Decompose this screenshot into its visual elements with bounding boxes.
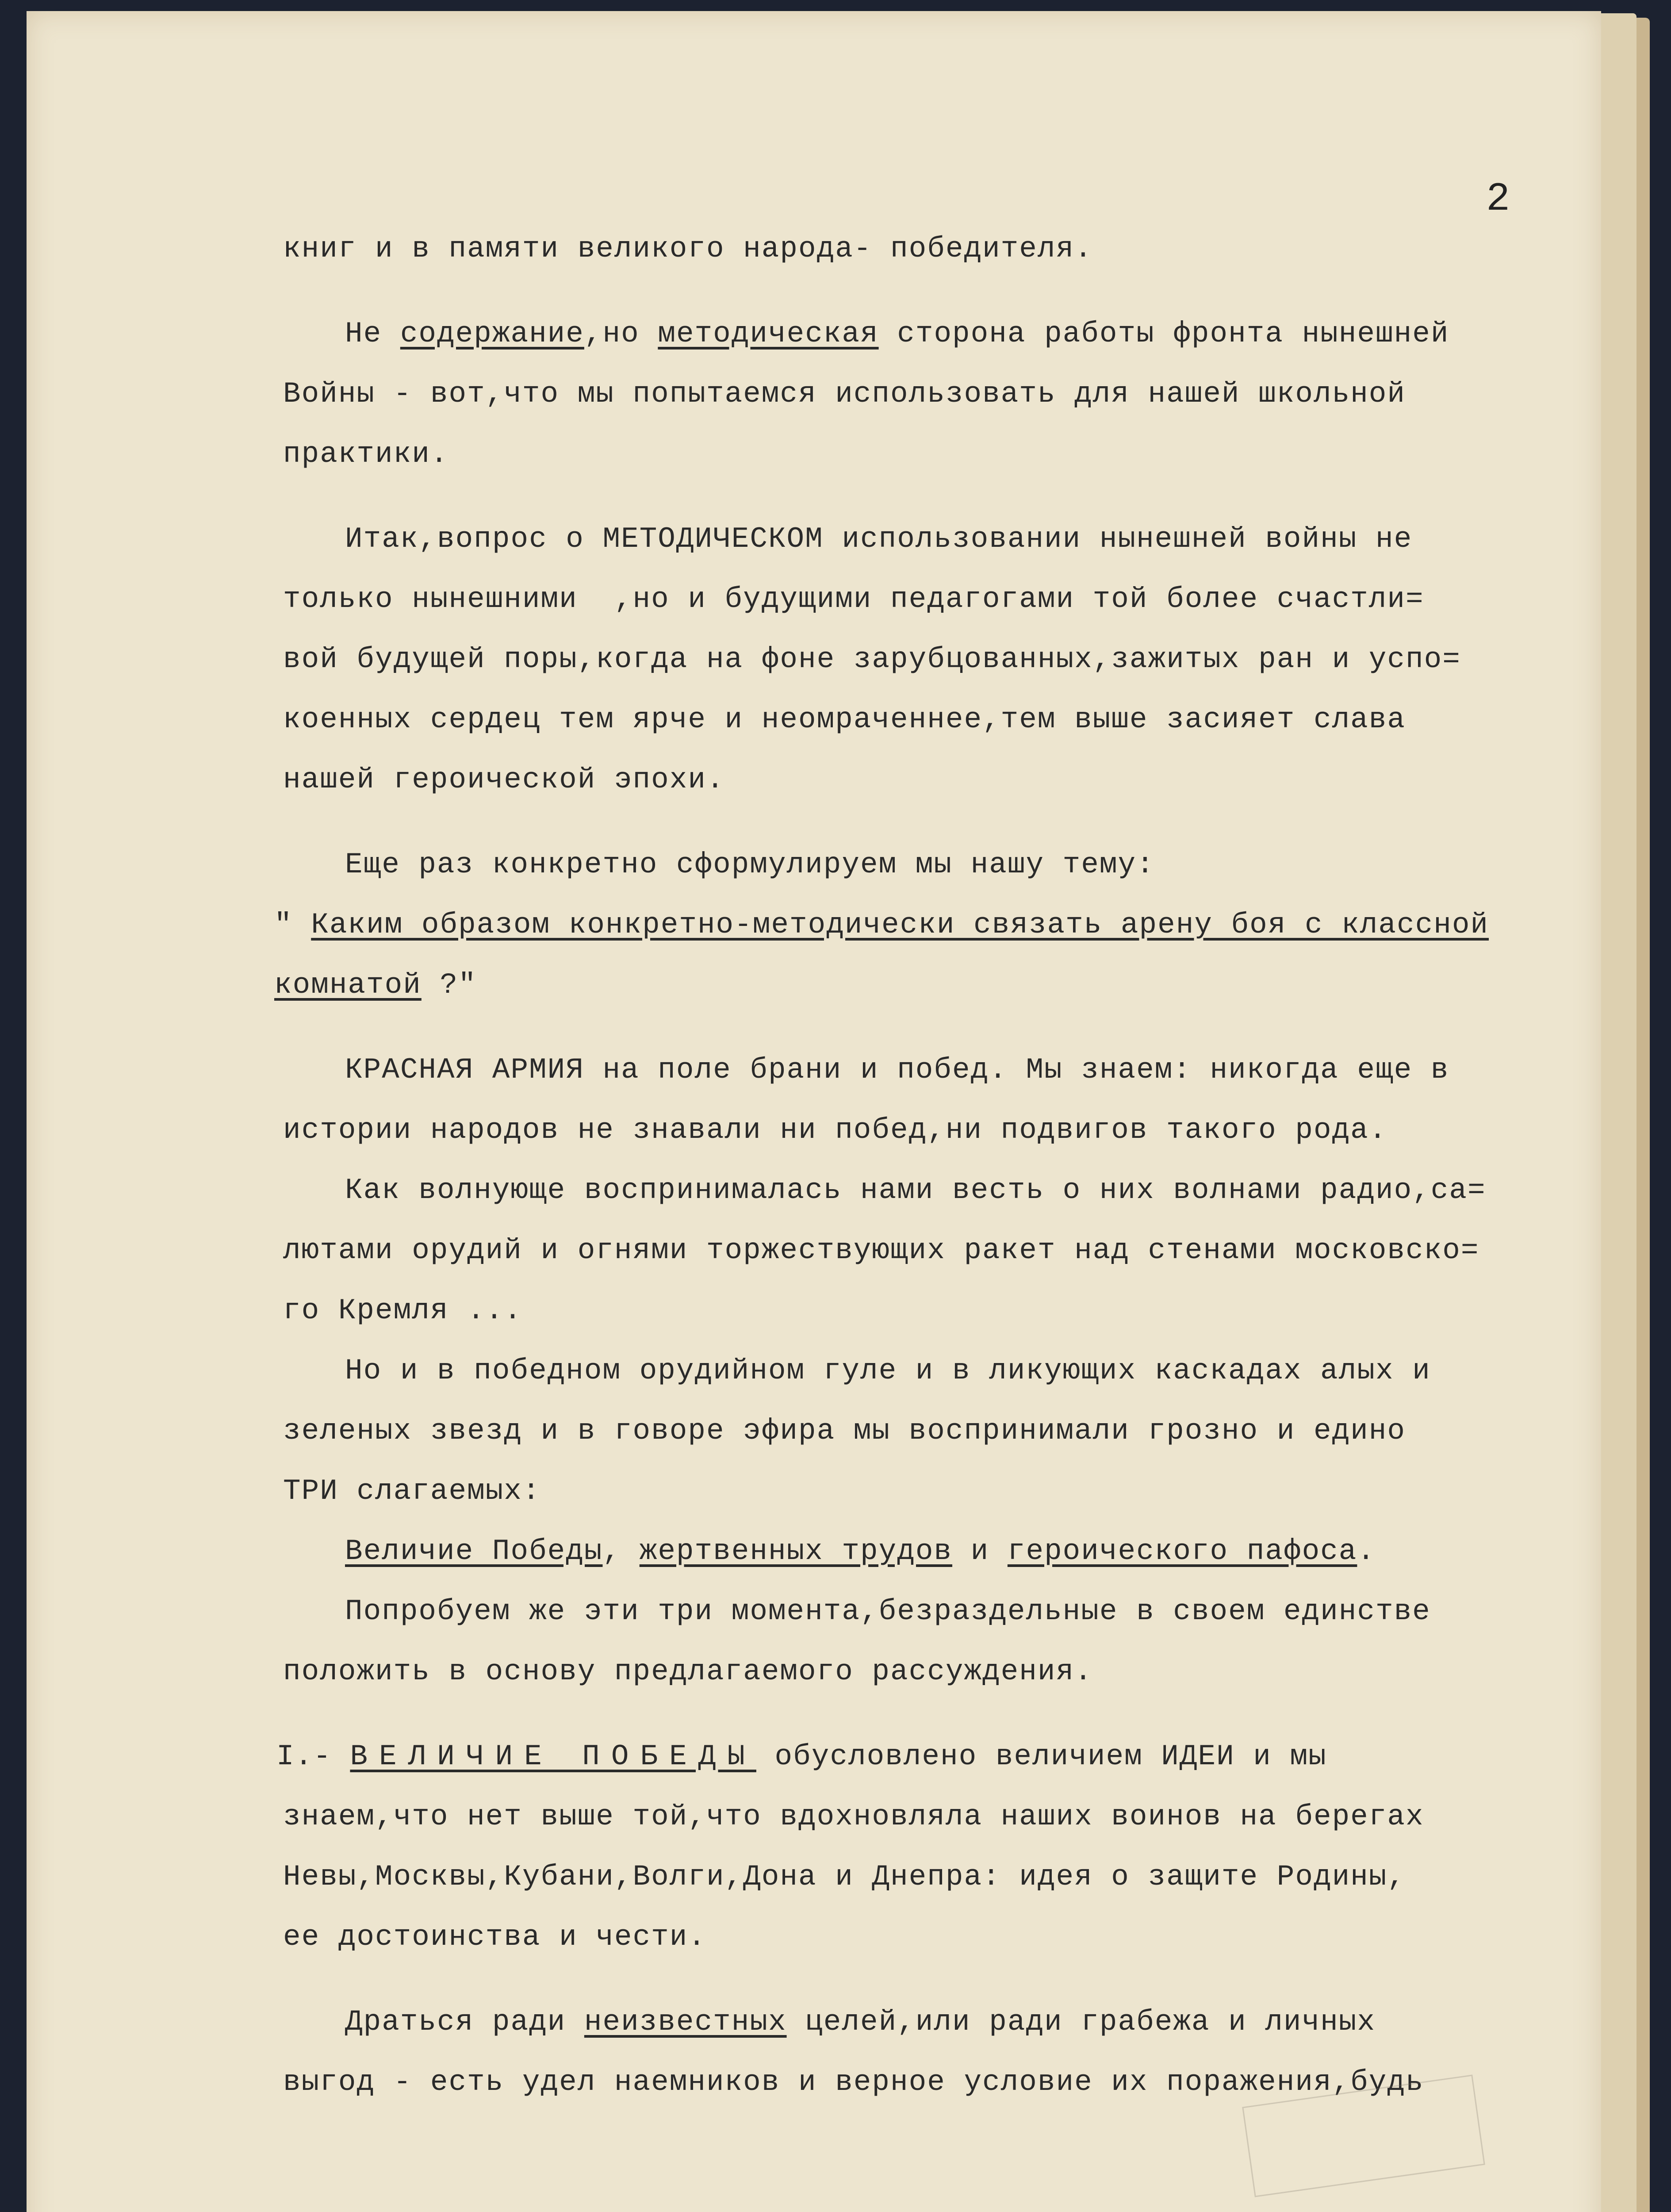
text-line: положить в основу предлагаемого рассуждения. <box>283 1655 1093 1688</box>
underlined-text: методическая <box>658 317 879 350</box>
text-span: и <box>952 1535 1008 1568</box>
text-line <box>283 1992 1575 2052</box>
text-span: сторона работы фронта нынешней <box>878 317 1449 350</box>
page-number: 2 <box>1486 177 1510 222</box>
text-line: знаем,что нет выше той,что вдохновляла наших воинов на берегах <box>283 1800 1424 1833</box>
text-span: ,но <box>584 317 658 350</box>
underlined-text: Каким образом конкретно-методически связать арену боя с классной <box>311 908 1489 941</box>
text-line: выгод - есть удел наемников и верное условие их поражения,будь <box>283 2066 1424 2099</box>
text-line: Еще раз конкретно сформулируем мы нашу тему: <box>345 848 1155 881</box>
page-body <box>274 219 1575 2112</box>
underlined-text: неизвестных <box>584 2005 787 2039</box>
text-line: го Кремля ... <box>283 1294 522 1327</box>
section-number: I.- <box>276 1740 350 1773</box>
underlined-text: содержание <box>400 317 584 350</box>
text-line: Попробуем же эти три момента,безраздельные в своем единстве <box>345 1595 1431 1628</box>
text-line: вой будущей поры,когда на фоне зарубцованных,зажитых ран и успо= <box>283 643 1461 676</box>
text-line: книг и в памяти великого народа- победителя. <box>283 232 1093 265</box>
section-title: ВЕЛИЧИЕ ПОБЕДЫ <box>350 1740 756 1773</box>
text-span: . <box>1357 1535 1376 1568</box>
typewritten-page <box>27 11 1601 2212</box>
text-line: Но и в победном орудийном гуле и в ликующих каскадах алых и <box>345 1354 1431 1387</box>
text-line: ТРИ слагаемых: <box>283 1475 541 1508</box>
text-span: ?" <box>421 968 477 1002</box>
text-span: обусловлено величием ИДЕИ и мы <box>756 1740 1327 1773</box>
underlined-text: комнатой <box>274 968 422 1002</box>
text-line: Итак,вопрос о МЕТОДИЧЕСКОМ использовании нынешней войны не <box>345 522 1413 556</box>
text-line: Как волнующе воспринималась нами весть о них волнами радио,са= <box>345 1174 1486 1207</box>
text-line <box>274 955 1575 1015</box>
section-heading-line <box>276 1727 1575 1787</box>
text-line: нашей героической эпохи. <box>283 763 725 796</box>
text-line <box>283 1521 1575 1582</box>
text-line: Войны - вот,что мы попытаемся использовать для нашей школьной <box>283 377 1406 411</box>
underlined-text: жертвенных трудов <box>639 1535 953 1568</box>
text-span: Драться ради <box>345 2005 584 2039</box>
text-line: лютами орудий и огнями торжествующих ракет над стенами московско= <box>283 1234 1479 1267</box>
text-line: практики. <box>283 438 449 471</box>
text-span: , <box>602 1535 640 1568</box>
text-line: только нынешними ,но и будущими педагогами той более счастли= <box>283 583 1424 616</box>
underlined-text: Величие Победы <box>345 1535 603 1568</box>
underlined-text: героического пафоса <box>1007 1535 1357 1568</box>
text-line <box>274 895 1575 955</box>
text-span: " <box>274 908 311 941</box>
text-line: ее достоинства и чести. <box>283 1920 706 1954</box>
text-line: Невы,Москвы,Кубани,Волги,Дона и Днепра: идея о защите Родины, <box>283 1860 1406 1893</box>
text-line: зеленых звезд и в говоре эфира мы воспринимали грозно и едино <box>283 1414 1406 1448</box>
text-line: КРАСНАЯ АРМИЯ на поле брани и побед. Мы знаем: никогда еще в <box>345 1053 1449 1087</box>
text-span: целей,или ради грабежа и личных <box>786 2005 1376 2039</box>
text-line <box>283 304 1575 364</box>
text-span: Не <box>345 317 400 350</box>
text-line: коенных сердец тем ярче и неомраченнее,тем выше засияет слава <box>283 703 1406 736</box>
text-line: истории народов не знавали ни побед,ни подвигов такого рода. <box>283 1114 1387 1147</box>
